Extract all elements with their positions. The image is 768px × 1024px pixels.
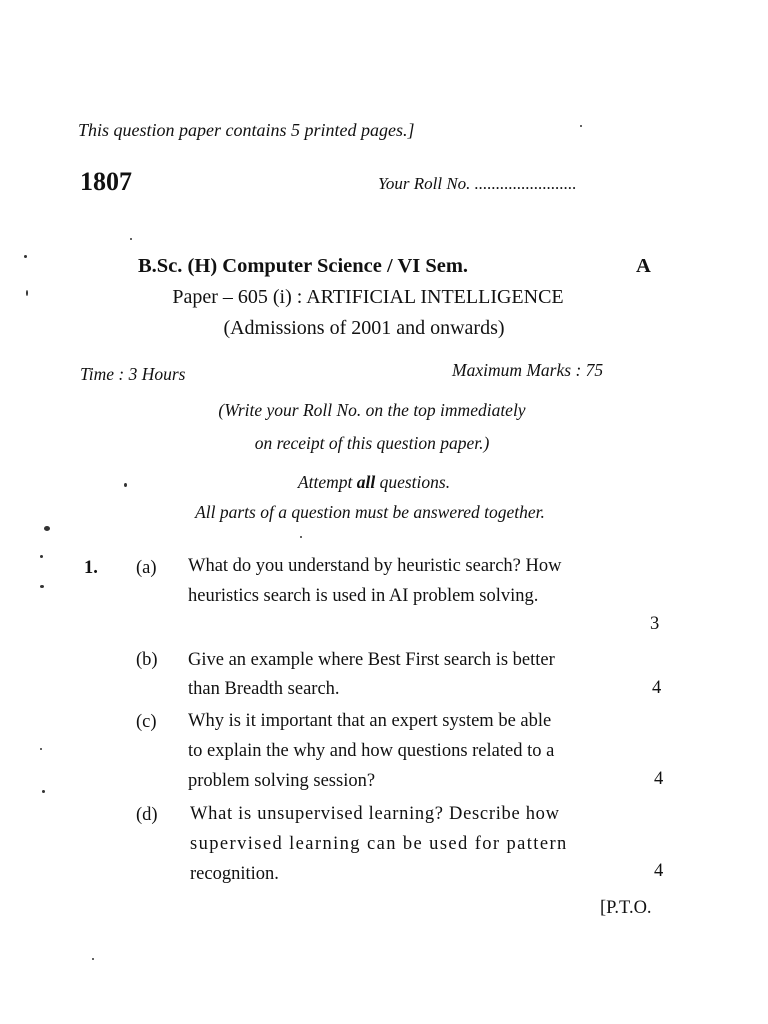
pto-marker: [P.T.O. bbox=[600, 898, 652, 918]
scan-speck bbox=[300, 536, 302, 538]
part-d-label: (d) bbox=[136, 805, 158, 825]
part-c-label: (c) bbox=[136, 712, 157, 732]
scan-speck bbox=[44, 526, 50, 531]
scan-speck bbox=[92, 958, 94, 960]
paper-code: 1807 bbox=[80, 167, 132, 196]
part-c-line: Why is it important that an expert system be able bbox=[188, 711, 552, 731]
part-d-line: supervised learning can be used for pattern bbox=[190, 834, 568, 854]
all-parts-instruction: All parts of a question must be answered together. bbox=[195, 502, 545, 522]
admissions-note: (Admissions of 2001 and onwards) bbox=[223, 317, 505, 339]
scan-speck bbox=[40, 555, 43, 558]
part-d-line: What is unsupervised learning? Describe how bbox=[190, 804, 560, 824]
scan-speck bbox=[40, 585, 44, 588]
part-a-line: What do you understand by heuristic search? How bbox=[188, 556, 562, 576]
question-number: 1. bbox=[84, 558, 98, 578]
time-allowed: Time : 3 Hours bbox=[80, 364, 186, 384]
emphasis-all: all bbox=[356, 472, 376, 492]
part-b-line: than Breadth search. bbox=[188, 679, 340, 699]
part-a-label: (a) bbox=[136, 558, 157, 578]
part-b-label: (b) bbox=[136, 650, 158, 670]
scan-speck bbox=[124, 483, 127, 487]
paper-title: Paper – 605 (i) : ARTIFICIAL INTELLIGENCE bbox=[172, 286, 564, 308]
scan-speck bbox=[580, 125, 582, 127]
scan-speck bbox=[42, 790, 45, 793]
part-a-marks: 3 bbox=[650, 614, 660, 634]
instruction-line-2: on receipt of this question paper.) bbox=[254, 433, 490, 453]
part-d-line: recognition. bbox=[190, 864, 279, 884]
maximum-marks: Maximum Marks : 75 bbox=[452, 360, 604, 380]
page-count-note: This question paper contains 5 printed pages.] bbox=[78, 120, 415, 140]
scan-speck bbox=[26, 290, 28, 296]
part-a-line: heuristics search is used in AI problem solving. bbox=[188, 586, 539, 606]
set-label: A bbox=[636, 255, 651, 277]
part-c-line: problem solving session? bbox=[188, 771, 376, 791]
part-b-line: Give an example where Best First search is better bbox=[188, 650, 555, 670]
scan-speck bbox=[24, 255, 27, 258]
instruction-line-1: (Write your Roll No. on the top immediately bbox=[218, 400, 526, 420]
scan-speck bbox=[40, 748, 42, 750]
part-b-marks: 4 bbox=[652, 678, 662, 698]
roll-number-field: Your Roll No. ........................ bbox=[378, 174, 577, 193]
part-c-marks: 4 bbox=[654, 769, 664, 789]
part-d-marks: 4 bbox=[654, 861, 664, 881]
scan-speck bbox=[130, 238, 132, 240]
attempt-instruction: Attempt all questions. bbox=[297, 472, 451, 492]
part-c-line: to explain the why and how questions related to a bbox=[188, 741, 555, 761]
course-title: B.Sc. (H) Computer Science / VI Sem. bbox=[138, 255, 469, 277]
